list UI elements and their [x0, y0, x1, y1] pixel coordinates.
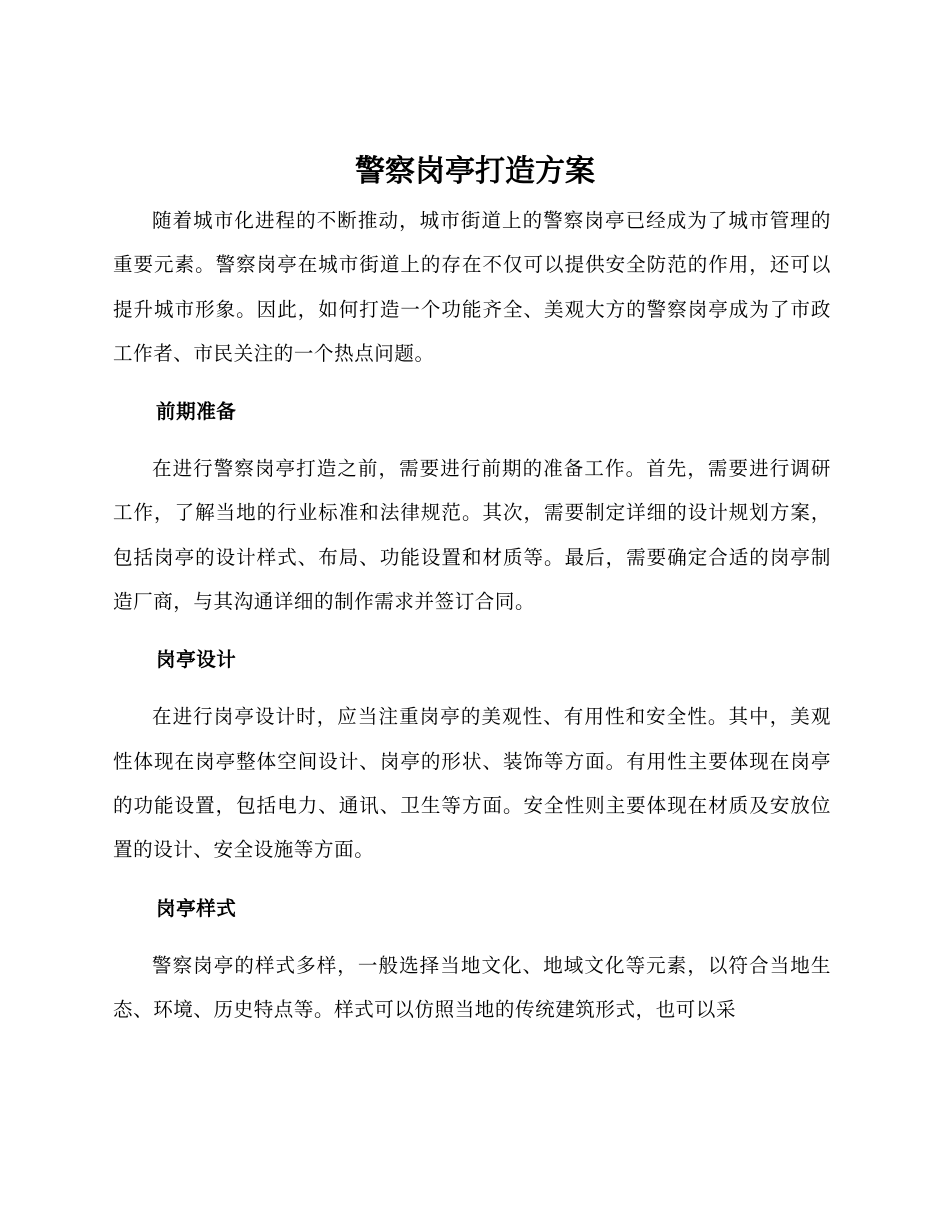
section-heading-style: 岗亭样式: [156, 896, 237, 920]
section-heading-preparation: 前期准备: [156, 400, 237, 424]
document-title: 警察岗亭打造方案: [355, 154, 595, 189]
section-body-design: 在进行岗亭设计时，应当注重岗亭的美观性、有用性和安全性。其中，美观性体现在岗亭整体空间设计、岗亭的形状、装饰等方面。有用性主要体现在岗亭的功能设置，包括电力、通讯、卫生等方面。安全性则主要体现在材质及安放位置的设计、安全设施等方面。: [113, 705, 831, 862]
section-body-style: 警察岗亭的样式多样，一般选择当地文化、地域文化等元素，以符合当地生态、环境、历史特点等。样式可以仿照当地的传统建筑形式，也可以采: [113, 953, 831, 1021]
document-body: [113, 199, 831, 1032]
section-body-preparation: 在进行警察岗亭打造之前，需要进行前期的准备工作。首先，需要进行调研工作，了解当地的行业标准和法律规范。其次，需要制定详细的设计规划方案，包括岗亭的设计样式、布局、功能设置和材质等。最后，需要确定合适的岗亭制造厂商，与其沟通详细的制作需求并签订合同。: [113, 457, 831, 614]
section-heading-design: 岗亭设计: [156, 648, 237, 672]
intro-paragraph: 随着城市化进程的不断推动，城市街道上的警察岗亭已经成为了城市管理的重要元素。警察岗亭在城市街道上的存在不仅可以提供安全防范的作用，还可以提升城市形象。因此，如何打造一个功能齐全、美观大方的警察岗亭成为了市政工作者、市民关注的一个热点问题。: [113, 209, 831, 365]
